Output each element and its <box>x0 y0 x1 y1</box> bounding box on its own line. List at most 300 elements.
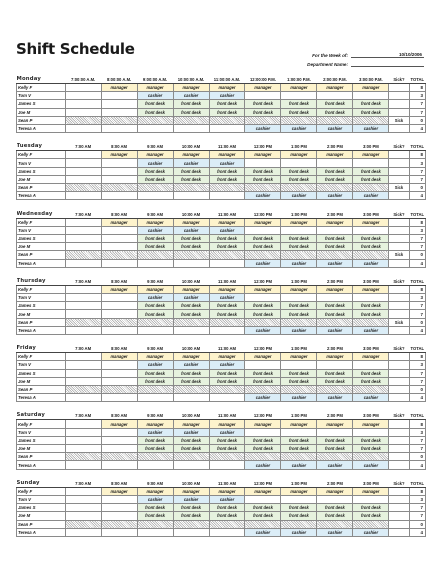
shift-cell[interactable] <box>101 504 137 512</box>
employee-name[interactable]: Sean P <box>17 520 66 528</box>
shift-cell[interactable] <box>245 294 281 302</box>
shift-cell[interactable] <box>65 84 101 92</box>
sick-cell[interactable] <box>389 100 409 108</box>
shift-cell-unavailable[interactable] <box>353 184 389 192</box>
shift-cell-unavailable[interactable] <box>137 318 173 326</box>
sick-cell[interactable] <box>389 167 409 175</box>
shift-cell[interactable]: cashier <box>173 92 209 100</box>
shift-cell[interactable] <box>137 192 173 200</box>
shift-cell[interactable] <box>101 259 137 267</box>
shift-cell[interactable]: cashier <box>317 259 353 267</box>
shift-cell[interactable]: manager <box>281 285 317 293</box>
shift-cell[interactable]: front desk <box>137 512 173 520</box>
shift-cell[interactable] <box>65 428 101 436</box>
shift-cell[interactable]: front desk <box>245 302 281 310</box>
sick-cell[interactable]: Sick <box>389 251 409 259</box>
shift-cell[interactable]: front desk <box>173 369 209 377</box>
shift-cell[interactable] <box>353 428 389 436</box>
shift-cell[interactable]: manager <box>137 218 173 226</box>
sick-cell[interactable] <box>389 302 409 310</box>
shift-cell[interactable]: manager <box>137 420 173 428</box>
shift-cell[interactable]: manager <box>317 487 353 495</box>
shift-cell-unavailable[interactable] <box>245 520 281 528</box>
employee-name[interactable]: Joe M <box>17 445 66 453</box>
shift-cell[interactable] <box>101 108 137 116</box>
shift-cell-unavailable[interactable] <box>65 251 101 259</box>
shift-cell[interactable]: front desk <box>281 436 317 444</box>
shift-cell[interactable]: front desk <box>281 302 317 310</box>
shift-cell-unavailable[interactable] <box>65 116 101 124</box>
sick-cell[interactable] <box>389 84 409 92</box>
sick-cell[interactable] <box>389 294 409 302</box>
shift-cell[interactable]: front desk <box>245 512 281 520</box>
shift-cell[interactable]: front desk <box>209 369 245 377</box>
shift-cell[interactable]: cashier <box>173 361 209 369</box>
shift-cell[interactable]: front desk <box>173 445 209 453</box>
sick-cell[interactable] <box>389 453 409 461</box>
employee-name[interactable]: Joe M <box>17 512 66 520</box>
shift-cell[interactable]: manager <box>101 285 137 293</box>
shift-cell[interactable]: front desk <box>173 108 209 116</box>
shift-cell[interactable] <box>317 159 353 167</box>
employee-name[interactable]: Joe M <box>17 108 66 116</box>
employee-name[interactable]: Kelly F <box>17 420 66 428</box>
sick-cell[interactable] <box>389 92 409 100</box>
employee-name[interactable]: Joe M <box>17 175 66 183</box>
shift-cell[interactable]: cashier <box>245 461 281 469</box>
shift-cell[interactable]: front desk <box>317 167 353 175</box>
shift-cell[interactable]: front desk <box>173 234 209 242</box>
shift-cell[interactable]: cashier <box>317 461 353 469</box>
shift-cell[interactable]: front desk <box>209 167 245 175</box>
employee-name[interactable]: Sean P <box>17 385 66 393</box>
shift-cell[interactable]: front desk <box>353 234 389 242</box>
shift-cell-unavailable[interactable] <box>173 318 209 326</box>
shift-cell[interactable] <box>281 159 317 167</box>
sick-cell[interactable] <box>389 528 409 536</box>
sick-cell[interactable] <box>389 520 409 528</box>
shift-cell[interactable] <box>65 294 101 302</box>
shift-cell[interactable]: manager <box>209 353 245 361</box>
shift-cell[interactable]: manager <box>137 487 173 495</box>
shift-cell[interactable]: manager <box>317 151 353 159</box>
shift-cell[interactable]: front desk <box>245 167 281 175</box>
shift-cell[interactable] <box>65 218 101 226</box>
shift-cell[interactable]: cashier <box>137 226 173 234</box>
shift-cell[interactable]: front desk <box>137 377 173 385</box>
shift-cell[interactable] <box>65 100 101 108</box>
shift-cell[interactable] <box>65 167 101 175</box>
shift-cell[interactable] <box>65 310 101 318</box>
shift-cell[interactable]: cashier <box>209 428 245 436</box>
shift-cell[interactable]: front desk <box>317 504 353 512</box>
shift-cell[interactable] <box>137 394 173 402</box>
shift-cell[interactable]: manager <box>353 84 389 92</box>
shift-cell[interactable] <box>101 512 137 520</box>
shift-cell[interactable] <box>245 428 281 436</box>
shift-cell-unavailable[interactable] <box>209 520 245 528</box>
shift-cell[interactable] <box>353 226 389 234</box>
shift-cell[interactable]: cashier <box>281 124 317 132</box>
shift-cell[interactable]: manager <box>173 487 209 495</box>
shift-cell[interactable]: manager <box>173 420 209 428</box>
shift-cell-unavailable[interactable] <box>137 385 173 393</box>
shift-cell[interactable] <box>137 461 173 469</box>
shift-cell-unavailable[interactable] <box>173 116 209 124</box>
shift-cell[interactable] <box>317 361 353 369</box>
shift-cell[interactable]: manager <box>281 420 317 428</box>
shift-cell[interactable] <box>65 353 101 361</box>
shift-cell-unavailable[interactable] <box>101 116 137 124</box>
shift-cell[interactable]: cashier <box>317 124 353 132</box>
shift-cell-unavailable[interactable] <box>353 116 389 124</box>
shift-cell[interactable]: front desk <box>281 243 317 251</box>
employee-name[interactable]: Teresa A <box>17 192 66 200</box>
shift-cell[interactable] <box>209 394 245 402</box>
employee-name[interactable]: Teresa A <box>17 124 66 132</box>
shift-cell[interactable] <box>101 326 137 334</box>
shift-cell[interactable]: front desk <box>137 302 173 310</box>
shift-cell[interactable]: manager <box>209 285 245 293</box>
shift-cell[interactable]: front desk <box>245 243 281 251</box>
shift-cell[interactable]: front desk <box>353 436 389 444</box>
shift-cell-unavailable[interactable] <box>245 385 281 393</box>
employee-name[interactable]: Teresa A <box>17 326 66 334</box>
shift-cell[interactable] <box>209 461 245 469</box>
shift-cell-unavailable[interactable] <box>353 318 389 326</box>
shift-cell[interactable]: cashier <box>209 226 245 234</box>
shift-cell[interactable] <box>353 294 389 302</box>
shift-cell[interactable]: cashier <box>245 124 281 132</box>
employee-name[interactable]: Tom V <box>17 428 66 436</box>
shift-cell[interactable] <box>101 302 137 310</box>
shift-cell[interactable]: manager <box>317 420 353 428</box>
shift-cell[interactable]: manager <box>281 151 317 159</box>
shift-cell[interactable]: front desk <box>245 504 281 512</box>
shift-cell[interactable] <box>65 487 101 495</box>
sick-cell[interactable] <box>389 512 409 520</box>
shift-cell[interactable]: cashier <box>245 259 281 267</box>
shift-cell[interactable] <box>317 226 353 234</box>
shift-cell-unavailable[interactable] <box>137 184 173 192</box>
employee-name[interactable]: Sean P <box>17 318 66 326</box>
shift-cell[interactable]: front desk <box>317 310 353 318</box>
shift-cell[interactable] <box>65 394 101 402</box>
employee-name[interactable]: Joe M <box>17 243 66 251</box>
shift-cell[interactable]: manager <box>317 218 353 226</box>
shift-cell[interactable]: manager <box>209 218 245 226</box>
shift-cell[interactable] <box>137 528 173 536</box>
sick-cell[interactable] <box>389 445 409 453</box>
shift-cell[interactable]: front desk <box>317 302 353 310</box>
shift-cell[interactable]: front desk <box>137 445 173 453</box>
shift-cell-unavailable[interactable] <box>209 385 245 393</box>
shift-cell[interactable]: cashier <box>281 394 317 402</box>
shift-cell[interactable] <box>65 361 101 369</box>
shift-cell[interactable] <box>65 124 101 132</box>
shift-cell[interactable]: front desk <box>353 445 389 453</box>
shift-cell-unavailable[interactable] <box>353 520 389 528</box>
employee-name[interactable]: James S <box>17 167 66 175</box>
shift-cell[interactable]: cashier <box>281 528 317 536</box>
shift-cell[interactable] <box>245 159 281 167</box>
shift-cell[interactable]: manager <box>281 84 317 92</box>
shift-cell-unavailable[interactable] <box>245 184 281 192</box>
shift-cell[interactable]: front desk <box>209 302 245 310</box>
shift-cell[interactable] <box>65 504 101 512</box>
shift-cell-unavailable[interactable] <box>281 251 317 259</box>
shift-cell[interactable] <box>65 377 101 385</box>
shift-cell[interactable]: front desk <box>137 369 173 377</box>
employee-name[interactable]: Kelly F <box>17 487 66 495</box>
sick-cell[interactable] <box>389 192 409 200</box>
sick-cell[interactable] <box>389 151 409 159</box>
employee-name[interactable]: Tom V <box>17 294 66 302</box>
employee-name[interactable]: Joe M <box>17 377 66 385</box>
shift-cell[interactable] <box>65 326 101 334</box>
shift-cell[interactable]: front desk <box>137 108 173 116</box>
shift-cell[interactable]: front desk <box>317 234 353 242</box>
shift-cell-unavailable[interactable] <box>173 251 209 259</box>
shift-cell[interactable] <box>101 159 137 167</box>
shift-cell[interactable] <box>101 310 137 318</box>
shift-cell-unavailable[interactable] <box>281 385 317 393</box>
shift-cell[interactable]: front desk <box>317 512 353 520</box>
shift-cell[interactable]: front desk <box>353 175 389 183</box>
shift-cell-unavailable[interactable] <box>209 318 245 326</box>
shift-cell[interactable]: front desk <box>137 100 173 108</box>
employee-name[interactable]: Teresa A <box>17 259 66 267</box>
sick-cell[interactable] <box>389 124 409 132</box>
shift-cell[interactable]: front desk <box>209 504 245 512</box>
shift-cell[interactable]: front desk <box>317 377 353 385</box>
shift-cell[interactable]: cashier <box>353 259 389 267</box>
shift-cell[interactable]: cashier <box>209 495 245 503</box>
shift-cell[interactable]: front desk <box>245 234 281 242</box>
shift-cell-unavailable[interactable] <box>209 184 245 192</box>
employee-name[interactable]: Kelly F <box>17 151 66 159</box>
shift-cell[interactable]: front desk <box>173 512 209 520</box>
shift-cell[interactable] <box>317 495 353 503</box>
shift-cell[interactable]: manager <box>173 84 209 92</box>
shift-cell-unavailable[interactable] <box>101 251 137 259</box>
shift-cell[interactable] <box>65 461 101 469</box>
employee-name[interactable]: Kelly F <box>17 218 66 226</box>
employee-name[interactable]: Tom V <box>17 495 66 503</box>
shift-cell[interactable] <box>173 192 209 200</box>
shift-cell[interactable]: front desk <box>245 369 281 377</box>
shift-cell[interactable]: front desk <box>245 108 281 116</box>
shift-cell-unavailable[interactable] <box>65 520 101 528</box>
department-value[interactable] <box>351 66 424 67</box>
shift-cell[interactable]: front desk <box>281 310 317 318</box>
shift-cell-unavailable[interactable] <box>353 453 389 461</box>
shift-cell-unavailable[interactable] <box>137 520 173 528</box>
sick-cell[interactable] <box>389 310 409 318</box>
sick-cell[interactable] <box>389 385 409 393</box>
shift-cell[interactable] <box>137 124 173 132</box>
shift-cell[interactable]: cashier <box>353 326 389 334</box>
employee-name[interactable]: Tom V <box>17 159 66 167</box>
shift-cell[interactable] <box>101 226 137 234</box>
shift-cell[interactable] <box>101 124 137 132</box>
shift-cell[interactable]: manager <box>101 487 137 495</box>
shift-cell[interactable]: front desk <box>137 175 173 183</box>
shift-cell[interactable]: front desk <box>353 512 389 520</box>
shift-cell[interactable] <box>101 192 137 200</box>
shift-cell[interactable]: front desk <box>281 175 317 183</box>
shift-cell[interactable]: cashier <box>173 428 209 436</box>
shift-cell-unavailable[interactable] <box>317 453 353 461</box>
shift-cell[interactable]: front desk <box>137 504 173 512</box>
shift-cell[interactable]: manager <box>317 285 353 293</box>
shift-cell[interactable]: manager <box>101 420 137 428</box>
shift-cell[interactable]: front desk <box>281 167 317 175</box>
shift-cell[interactable]: manager <box>101 218 137 226</box>
shift-cell[interactable]: cashier <box>245 528 281 536</box>
shift-cell[interactable]: cashier <box>173 495 209 503</box>
shift-cell[interactable]: cashier <box>353 528 389 536</box>
shift-cell-unavailable[interactable] <box>245 453 281 461</box>
shift-cell[interactable]: manager <box>101 151 137 159</box>
sick-cell[interactable]: Sick <box>389 184 409 192</box>
shift-cell[interactable]: front desk <box>353 167 389 175</box>
sick-cell[interactable] <box>389 394 409 402</box>
shift-cell[interactable]: manager <box>137 285 173 293</box>
shift-cell[interactable] <box>353 361 389 369</box>
sick-cell[interactable] <box>389 243 409 251</box>
shift-cell[interactable]: cashier <box>137 361 173 369</box>
shift-cell[interactable]: front desk <box>209 512 245 520</box>
shift-cell-unavailable[interactable] <box>245 318 281 326</box>
shift-cell[interactable]: manager <box>137 151 173 159</box>
shift-cell[interactable] <box>173 259 209 267</box>
shift-cell[interactable] <box>65 226 101 234</box>
shift-cell[interactable] <box>101 100 137 108</box>
shift-cell[interactable]: front desk <box>353 377 389 385</box>
shift-cell[interactable]: manager <box>245 285 281 293</box>
shift-cell[interactable] <box>101 394 137 402</box>
shift-cell[interactable] <box>101 461 137 469</box>
sick-cell[interactable] <box>389 361 409 369</box>
shift-cell[interactable] <box>209 326 245 334</box>
sick-cell[interactable]: Sick <box>389 318 409 326</box>
shift-cell-unavailable[interactable] <box>101 520 137 528</box>
shift-cell[interactable]: manager <box>101 353 137 361</box>
shift-cell[interactable]: front desk <box>137 310 173 318</box>
shift-cell[interactable]: front desk <box>317 100 353 108</box>
sick-cell[interactable] <box>389 326 409 334</box>
shift-cell[interactable]: front desk <box>281 369 317 377</box>
shift-cell[interactable]: front desk <box>353 310 389 318</box>
shift-cell[interactable]: cashier <box>281 259 317 267</box>
shift-cell[interactable]: manager <box>173 151 209 159</box>
shift-cell[interactable]: cashier <box>173 226 209 234</box>
shift-cell[interactable]: front desk <box>209 234 245 242</box>
shift-cell[interactable]: front desk <box>173 302 209 310</box>
shift-cell[interactable]: manager <box>281 487 317 495</box>
shift-cell[interactable] <box>209 528 245 536</box>
shift-cell[interactable]: cashier <box>281 326 317 334</box>
shift-cell[interactable]: manager <box>245 218 281 226</box>
shift-cell[interactable] <box>317 92 353 100</box>
shift-cell-unavailable[interactable] <box>101 453 137 461</box>
shift-cell[interactable]: manager <box>353 487 389 495</box>
shift-cell[interactable] <box>281 495 317 503</box>
shift-cell[interactable]: front desk <box>209 310 245 318</box>
shift-cell[interactable]: front desk <box>137 234 173 242</box>
shift-cell[interactable]: cashier <box>245 326 281 334</box>
shift-cell[interactable]: manager <box>245 151 281 159</box>
shift-cell-unavailable[interactable] <box>65 184 101 192</box>
sick-cell[interactable] <box>389 159 409 167</box>
shift-cell[interactable] <box>173 124 209 132</box>
shift-cell[interactable]: front desk <box>245 445 281 453</box>
shift-cell[interactable] <box>65 445 101 453</box>
shift-cell[interactable] <box>65 528 101 536</box>
sick-cell[interactable]: Sick <box>389 116 409 124</box>
shift-cell[interactable]: cashier <box>245 394 281 402</box>
shift-cell[interactable]: cashier <box>137 92 173 100</box>
shift-cell-unavailable[interactable] <box>209 453 245 461</box>
shift-cell[interactable]: front desk <box>209 436 245 444</box>
employee-name[interactable]: Sean P <box>17 251 66 259</box>
shift-cell-unavailable[interactable] <box>317 385 353 393</box>
employee-name[interactable]: Sean P <box>17 453 66 461</box>
shift-cell[interactable]: front desk <box>173 504 209 512</box>
shift-cell[interactable]: manager <box>173 218 209 226</box>
shift-cell[interactable]: front desk <box>245 100 281 108</box>
shift-cell[interactable]: manager <box>245 84 281 92</box>
shift-cell[interactable] <box>317 428 353 436</box>
shift-cell-unavailable[interactable] <box>65 318 101 326</box>
shift-cell[interactable] <box>101 243 137 251</box>
shift-cell[interactable]: front desk <box>317 436 353 444</box>
shift-cell[interactable]: front desk <box>173 175 209 183</box>
shift-cell[interactable] <box>65 192 101 200</box>
shift-cell[interactable]: front desk <box>317 369 353 377</box>
sick-cell[interactable] <box>389 436 409 444</box>
sick-cell[interactable] <box>389 353 409 361</box>
shift-cell[interactable]: manager <box>245 487 281 495</box>
employee-name[interactable]: Tom V <box>17 361 66 369</box>
shift-cell[interactable]: cashier <box>281 192 317 200</box>
sick-cell[interactable] <box>389 461 409 469</box>
shift-cell[interactable]: manager <box>281 353 317 361</box>
shift-cell[interactable]: front desk <box>281 234 317 242</box>
shift-cell[interactable]: front desk <box>317 108 353 116</box>
shift-cell[interactable]: front desk <box>317 445 353 453</box>
shift-cell[interactable] <box>281 361 317 369</box>
shift-cell[interactable]: front desk <box>173 436 209 444</box>
shift-cell[interactable] <box>281 92 317 100</box>
sick-cell[interactable] <box>389 377 409 385</box>
shift-cell-unavailable[interactable] <box>245 251 281 259</box>
shift-cell[interactable]: front desk <box>245 377 281 385</box>
shift-cell-unavailable[interactable] <box>101 385 137 393</box>
employee-name[interactable]: Kelly F <box>17 285 66 293</box>
shift-cell[interactable]: cashier <box>137 159 173 167</box>
shift-cell[interactable]: manager <box>173 285 209 293</box>
sick-cell[interactable] <box>389 108 409 116</box>
employee-name[interactable]: James S <box>17 436 66 444</box>
shift-cell[interactable] <box>245 361 281 369</box>
shift-cell[interactable]: front desk <box>353 243 389 251</box>
shift-cell[interactable]: manager <box>209 84 245 92</box>
shift-cell[interactable] <box>353 495 389 503</box>
employee-name[interactable]: Tom V <box>17 92 66 100</box>
shift-cell[interactable]: front desk <box>173 377 209 385</box>
